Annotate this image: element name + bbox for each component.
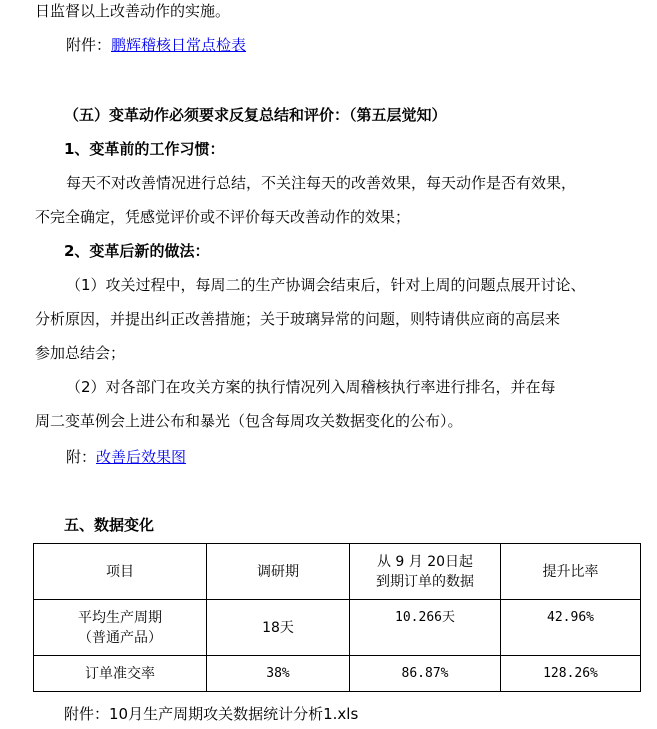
- header-current-line2: 到期订单的数据: [376, 573, 474, 590]
- cell-ratio: 128.26%: [501, 656, 641, 692]
- cell-survey: 38%: [207, 656, 350, 692]
- intro-text: 日监督以上改善动作的实施。: [35, 2, 231, 20]
- cell-current: 86.87%: [350, 656, 501, 692]
- after-p1-line: （1）攻关过程中，每周二的生产协调会结束后，针对上周的问题点展开讨论、: [66, 276, 586, 294]
- effect-image-link[interactable]: 改善后效果图: [96, 448, 187, 466]
- effect-attachment-label: 附：: [66, 448, 97, 466]
- data-section-heading: 五、数据变化: [64, 516, 155, 534]
- cell-item-line2: （普通产品）: [78, 629, 162, 646]
- header-survey: 调研期: [207, 544, 350, 600]
- data-table: [33, 543, 641, 692]
- before-text-line: 每天不对改善情况进行总结，不关注每天的改善效果，每天动作是否有效果，: [66, 174, 577, 192]
- after-p2-line: （2）对各部门在攻关方案的执行情况列入周稽核执行率进行排名，并在每: [66, 378, 556, 396]
- table-header-row: [34, 544, 641, 600]
- cell-item-line1: 平均生产周期: [78, 609, 162, 626]
- before-text-line: 不完全确定，凭感觉评价或不评价每天改善动作的效果；: [35, 208, 411, 226]
- table-row: [34, 600, 641, 656]
- header-ratio: 提升比率: [501, 544, 641, 600]
- after-p2-line: 周二变革例会上进公布和暴光（包含每周攻关数据变化的公布）。: [35, 412, 463, 430]
- after-p1-line: 参加总结会；: [35, 344, 126, 362]
- effect-attachment: [66, 447, 186, 467]
- intro-attachment-label: 附件：: [66, 36, 112, 54]
- after-heading: 2、变革后新的做法：: [64, 242, 210, 260]
- cell-survey: 18天: [207, 600, 350, 656]
- cell-ratio: 42.96%: [501, 600, 641, 656]
- data-attachment: 附件：10月生产周期攻关数据统计分析1.xls: [64, 705, 359, 723]
- table-row: [34, 656, 641, 692]
- header-current: [350, 544, 501, 600]
- intro-attachment: [66, 35, 246, 55]
- cell-item: [34, 600, 207, 656]
- section-heading: （五）变革动作必须要求反复总结和评价：（第五层觉知）: [64, 106, 447, 124]
- cell-current: 10.266天: [350, 600, 501, 656]
- after-p1-line: 分析原因，并提出纠正改善措施；关于玻璃异常的问题，则特请供应商的高层来: [35, 310, 561, 328]
- checklist-link[interactable]: 鹏辉稽核日常点检表: [111, 36, 247, 54]
- before-heading: 1、变革前的工作习惯：: [64, 140, 225, 158]
- header-item: 项目: [34, 544, 207, 600]
- cell-item: 订单准交率: [34, 656, 207, 692]
- header-current-line1: 从 9 月 20日起: [376, 553, 474, 570]
